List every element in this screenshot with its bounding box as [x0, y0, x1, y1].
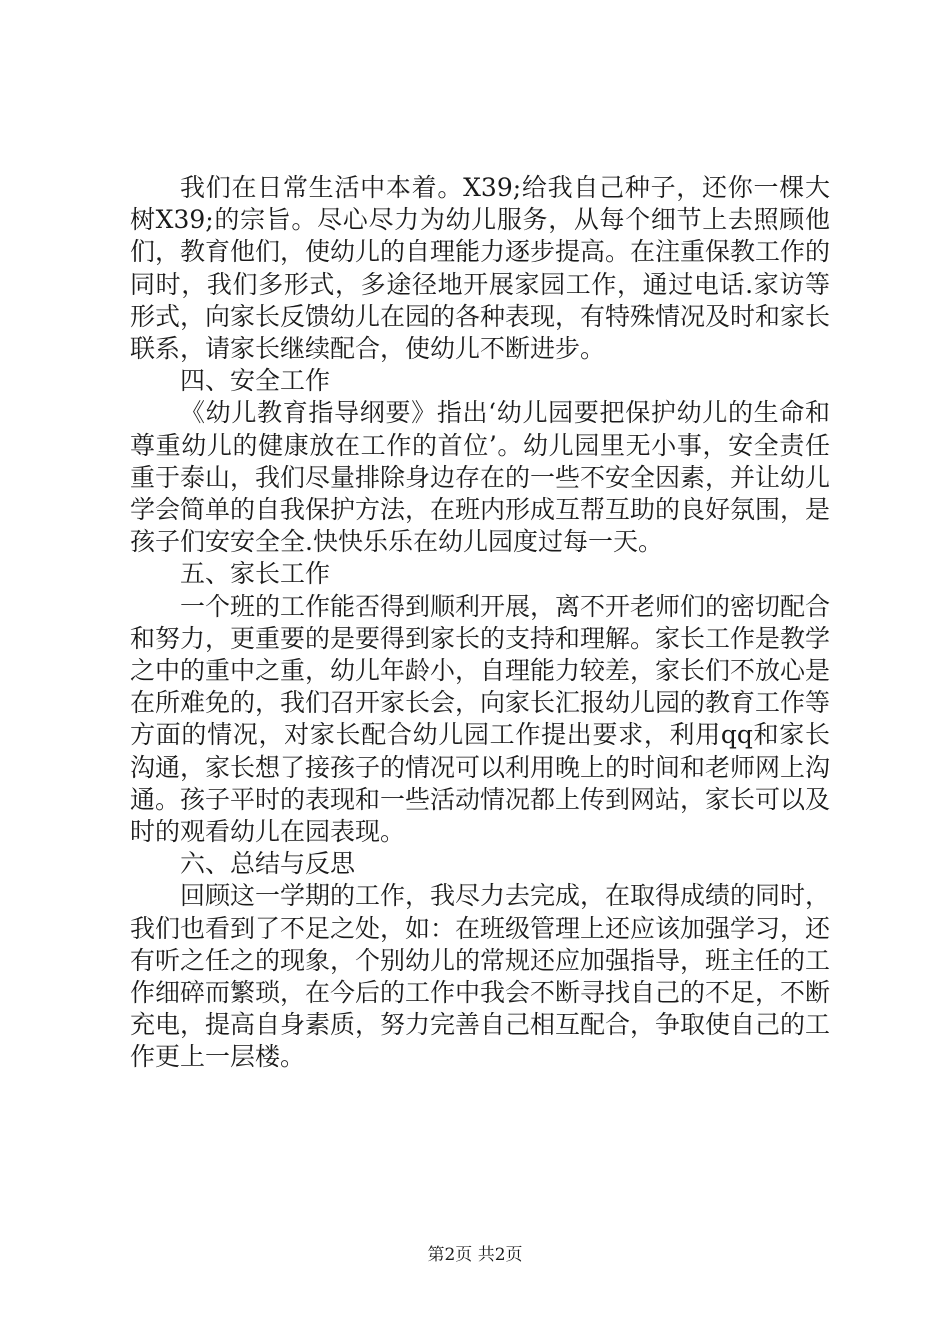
heading-parent-work: 五、家长工作: [180, 559, 331, 589]
paragraph-parent-work: 一个班的工作能否得到顺利开展，离不开老师们的密切配合和努力，更重要的是要得到家长的支持和理解。家长工作是教学之中的重中之重，幼儿年龄小，自理能力较差，家长们不放心是在所难免的，我们召开家长会，向家长汇报幼儿园的教育工作等方面的情况，对家长配合幼儿园工作提出要求，利用qq和家长沟通，家长想了接孩子的情况可以利用晚上的时间和老师网上沟通。孩子平时的表现和一些活动情况都上传到网站，家长可以及时的观看幼儿在园表现。: [130, 591, 831, 847]
heading-safety-work: 四、安全工作: [180, 366, 331, 396]
heading-summary-reflection: 六、总结与反思: [180, 849, 356, 879]
paragraph-summary-reflection: 回顾这一学期的工作，我尽力去完成，在取得成绩的同时，我们也看到了不足之处，如：在班级管理上还应该加强学习，还有听之任之的现象，个别幼儿的常规还应加强指导，班主任的工作细碎而繁琐，在今后的工作中我会不断寻找自己的不足，不断充电，提高自身素质，努力完善自己相互配合，争取使自己的工作更上一层楼。: [130, 881, 831, 1072]
page-number-footer: 第2页 共2页: [427, 1245, 523, 1265]
document-body: [130, 172, 830, 1074]
paragraph-safety-work: 《幼儿教育指导纲要》指出‘幼儿园要把保护幼儿的生命和尊重幼儿的健康放在工作的首位’。幼儿园里无小事，安全责任重于泰山，我们尽量排除身边存在的一些不安全因素，并让幼儿学会简单的自我保护方法，在班内形成互帮互助的良好氛围，是孩子们安安全全.快快乐乐在幼儿园度过每一天。: [130, 398, 831, 557]
paragraph-family-cooperation: 我们在日常生活中本着。X39;给我自己种子，还你一棵大树X39;的宗旨。尽心尽力为幼儿服务，从每个细节上去照顾他们，教育他们，使幼儿的自理能力逐步提高。在注重保教工作的同时，我们多形式，多途径地开展家园工作，通过电话.家访等形式，向家长反馈幼儿在园的各种表现，有特殊情况及时和家长联系，请家长继续配合，使幼儿不断进步。: [130, 173, 831, 364]
